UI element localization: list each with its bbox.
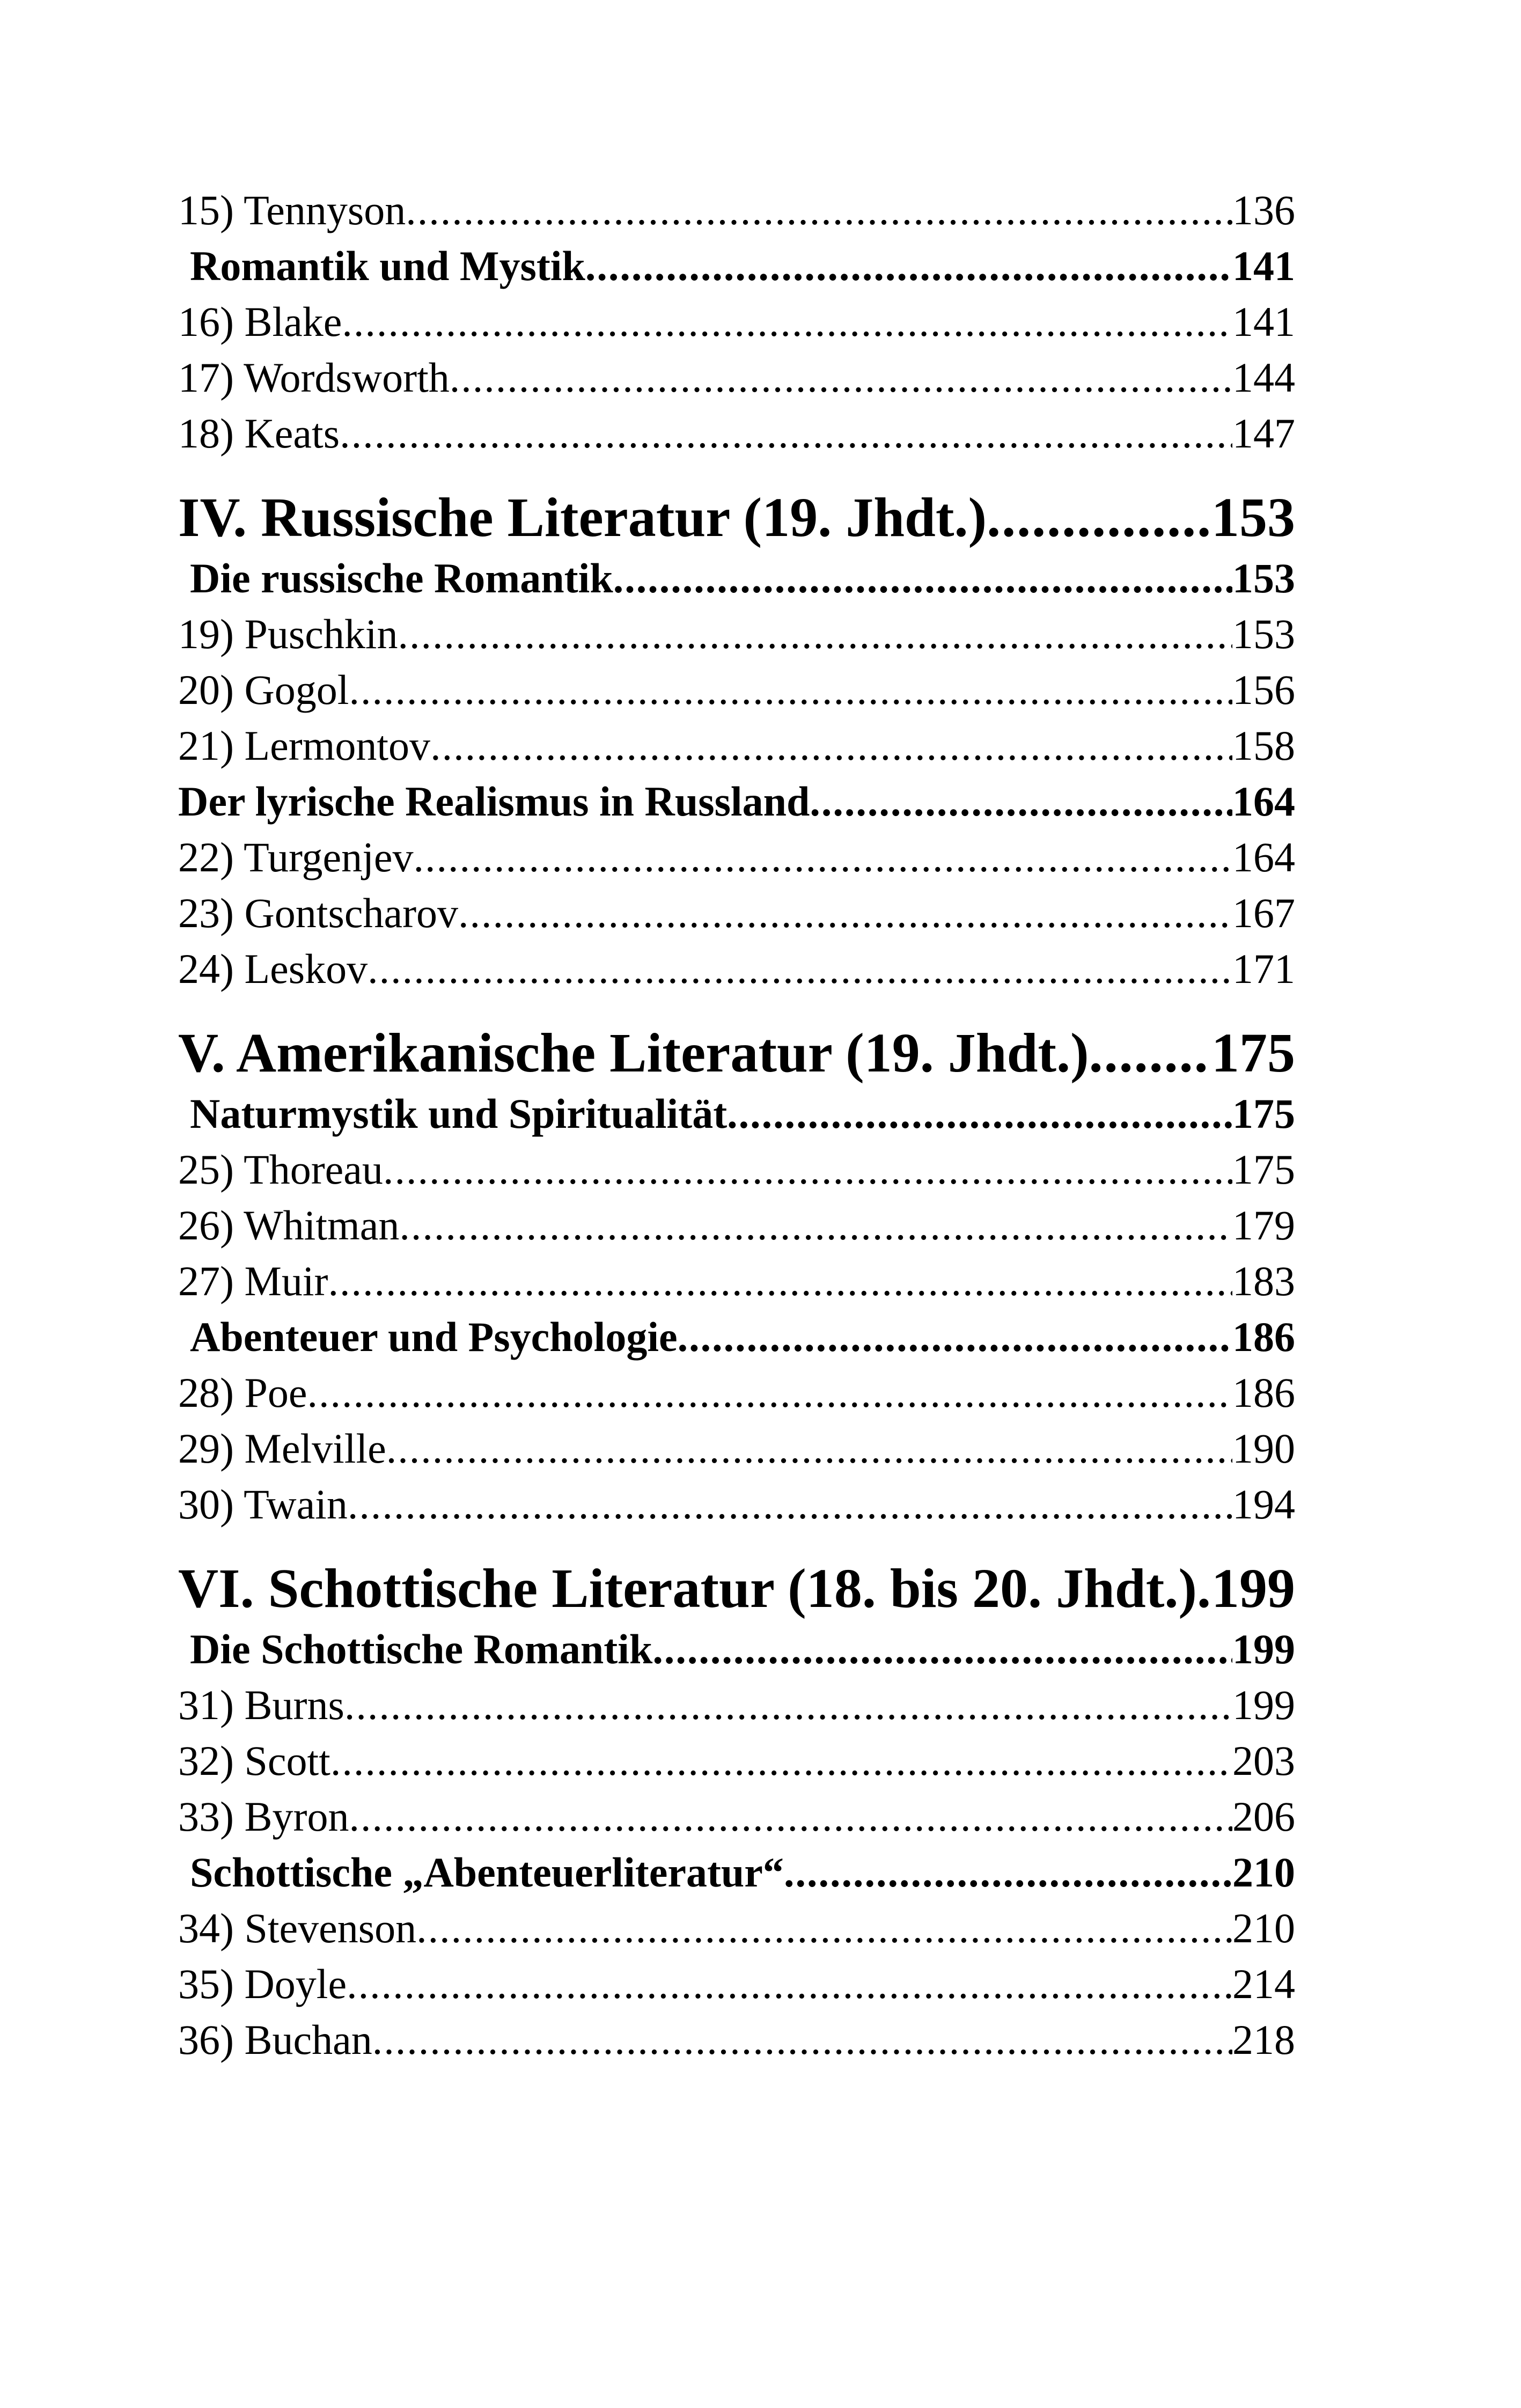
toc-entry-label: 30) Twain bbox=[178, 1481, 348, 1528]
toc-section-romantik-und-mystik[interactable] bbox=[178, 238, 1295, 294]
toc-chapter-label: VI. Schottische Literatur (18. bis 20. Jhdt.) bbox=[178, 1558, 1197, 1619]
dot-leader bbox=[430, 718, 1232, 774]
toc-entry-turgenjev[interactable] bbox=[178, 829, 1295, 885]
toc-entry-label: 33) Byron bbox=[178, 1793, 349, 1840]
toc-section-label: Romantik und Mystik bbox=[190, 243, 585, 289]
dot-leader bbox=[784, 1845, 1232, 1900]
toc-page-number: 164 bbox=[1232, 778, 1295, 825]
toc-entry-twain[interactable] bbox=[178, 1477, 1295, 1532]
dot-leader bbox=[349, 1789, 1232, 1845]
toc-chapter-label: IV. Russische Literatur (19. Jhdt.) bbox=[178, 487, 987, 548]
toc-page-number: 156 bbox=[1232, 666, 1295, 713]
dot-leader bbox=[342, 294, 1232, 350]
toc-entry-label: 29) Melville bbox=[178, 1425, 386, 1472]
dot-leader bbox=[344, 1677, 1232, 1733]
toc-section-der-lyrische-realismus[interactable] bbox=[178, 774, 1295, 829]
toc-section-label: Die Schottische Romantik bbox=[190, 1626, 653, 1672]
toc-page-number: 164 bbox=[1232, 834, 1295, 880]
toc-entry-doyle[interactable] bbox=[178, 1956, 1295, 2012]
dot-leader bbox=[613, 550, 1232, 606]
toc-page-number: 194 bbox=[1232, 1481, 1295, 1528]
toc-entry-melville[interactable] bbox=[178, 1421, 1295, 1477]
toc-entry-label: 22) Turgenjev bbox=[178, 834, 414, 880]
toc-section-naturmystik[interactable] bbox=[178, 1086, 1295, 1142]
toc-entry-label: 15) Tennyson bbox=[178, 187, 406, 233]
toc-page-number: 210 bbox=[1232, 1905, 1295, 1951]
toc-page-number: 171 bbox=[1232, 945, 1295, 992]
toc-page-number: 141 bbox=[1232, 298, 1295, 345]
toc-page-number: 144 bbox=[1232, 354, 1295, 401]
toc-section-die-russische-romantik[interactable] bbox=[178, 550, 1295, 606]
toc-entry-label: 24) Leskov bbox=[178, 945, 368, 992]
dot-leader bbox=[678, 1309, 1232, 1365]
dot-leader bbox=[386, 1421, 1232, 1477]
toc-entry-blake[interactable] bbox=[178, 294, 1295, 350]
toc-page-number: 153 bbox=[1232, 555, 1295, 601]
toc-entry-label: 26) Whitman bbox=[178, 1202, 400, 1249]
toc-page-number: 186 bbox=[1232, 1313, 1295, 1360]
toc-page-number: 153 bbox=[1211, 487, 1295, 548]
dot-leader bbox=[1197, 1556, 1211, 1621]
toc-entry-scott[interactable] bbox=[178, 1733, 1295, 1789]
toc-chapter-label: V. Amerikanische Literatur (19. Jhdt.) bbox=[178, 1022, 1089, 1084]
toc-entry-label: 17) Wordsworth bbox=[178, 354, 450, 401]
dot-leader bbox=[399, 1198, 1232, 1253]
dot-leader bbox=[585, 238, 1232, 294]
toc-entry-leskov[interactable] bbox=[178, 941, 1295, 997]
toc-section-abenteuer-und-psychologie[interactable] bbox=[178, 1309, 1295, 1365]
toc-entry-puschkin[interactable] bbox=[178, 606, 1295, 662]
toc-section-label: Schottische „Abenteuerliteratur“ bbox=[190, 1849, 784, 1896]
toc-section-label: Abenteuer und Psychologie bbox=[190, 1313, 678, 1360]
dot-leader bbox=[383, 1142, 1232, 1198]
toc-entry-label: 34) Stevenson bbox=[178, 1905, 417, 1951]
toc-section-schottische-abenteuerliteratur[interactable] bbox=[178, 1845, 1295, 1900]
toc-page-number: 153 bbox=[1232, 611, 1295, 657]
toc-section-label: Die russische Romantik bbox=[190, 555, 613, 601]
dot-leader bbox=[727, 1086, 1232, 1142]
toc-entry-keats[interactable] bbox=[178, 406, 1295, 461]
toc-entry-label: 23) Gontscharov bbox=[178, 890, 459, 936]
toc-page-number: 190 bbox=[1232, 1425, 1295, 1472]
toc-section-label: Der lyrische Realismus in Russland bbox=[178, 778, 810, 825]
toc-entry-label: 20) Gogol bbox=[178, 666, 349, 713]
toc-entry-buchan[interactable] bbox=[178, 2012, 1295, 2068]
dot-leader bbox=[458, 885, 1232, 941]
toc-page-number: 199 bbox=[1211, 1558, 1295, 1619]
toc-page-number: 183 bbox=[1232, 1258, 1295, 1304]
dot-leader bbox=[810, 774, 1232, 829]
dot-leader bbox=[340, 406, 1232, 461]
toc-entry-gogol[interactable] bbox=[178, 662, 1295, 718]
dot-leader bbox=[413, 829, 1232, 885]
toc-entry-lermontov[interactable] bbox=[178, 718, 1295, 774]
dot-leader bbox=[416, 1900, 1232, 1956]
toc-page-number: 199 bbox=[1232, 1626, 1295, 1672]
toc-entry-byron[interactable] bbox=[178, 1789, 1295, 1845]
toc-page-number: 199 bbox=[1232, 1682, 1295, 1728]
dot-leader bbox=[987, 485, 1211, 550]
toc-chapter-russische-literatur[interactable] bbox=[178, 485, 1295, 550]
dot-leader bbox=[330, 1733, 1232, 1789]
toc-entry-label: 16) Blake bbox=[178, 298, 342, 345]
dot-leader bbox=[372, 2012, 1232, 2068]
toc-entry-whitman[interactable] bbox=[178, 1198, 1295, 1253]
dot-leader bbox=[652, 1621, 1232, 1677]
toc-section-die-schottische-romantik[interactable] bbox=[178, 1621, 1295, 1677]
toc-page-number: 214 bbox=[1232, 1961, 1295, 2007]
toc-page-number: 141 bbox=[1232, 243, 1295, 289]
toc-entry-label: 21) Lermontov bbox=[178, 722, 431, 769]
toc-entry-label: 31) Burns bbox=[178, 1682, 344, 1728]
toc-entry-gontscharov[interactable] bbox=[178, 885, 1295, 941]
toc-page-number: 203 bbox=[1232, 1737, 1295, 1784]
dot-leader bbox=[348, 1477, 1232, 1532]
toc-entry-label: 25) Thoreau bbox=[178, 1146, 383, 1193]
dot-leader bbox=[347, 1956, 1232, 2012]
toc-page-number: 136 bbox=[1232, 187, 1295, 233]
toc-entry-muir[interactable] bbox=[178, 1253, 1295, 1309]
toc-page-number: 186 bbox=[1232, 1369, 1295, 1416]
toc-entry-stevenson[interactable] bbox=[178, 1900, 1295, 1956]
dot-leader bbox=[349, 662, 1232, 718]
toc-page-number: 175 bbox=[1232, 1146, 1295, 1193]
toc-entry-label: 36) Buchan bbox=[178, 2016, 372, 2063]
toc-page-number: 158 bbox=[1232, 722, 1295, 769]
toc-entry-wordsworth[interactable] bbox=[178, 350, 1295, 406]
table-of-contents bbox=[178, 182, 1295, 2068]
toc-chapter-schottische-literatur[interactable] bbox=[178, 1556, 1295, 1621]
toc-entry-label: 27) Muir bbox=[178, 1258, 328, 1304]
toc-entry-label: 35) Doyle bbox=[178, 1961, 347, 2007]
dot-leader bbox=[406, 182, 1232, 238]
dot-leader bbox=[450, 350, 1232, 406]
toc-page-number: 175 bbox=[1232, 1090, 1295, 1137]
toc-entry-tennyson[interactable] bbox=[178, 182, 1295, 238]
dot-leader bbox=[307, 1365, 1232, 1421]
toc-page-number: 147 bbox=[1232, 410, 1295, 457]
toc-page-number: 206 bbox=[1232, 1793, 1295, 1840]
dot-leader bbox=[328, 1253, 1232, 1309]
dot-leader bbox=[368, 941, 1232, 997]
toc-page-number: 179 bbox=[1232, 1202, 1295, 1249]
toc-entry-burns[interactable] bbox=[178, 1677, 1295, 1733]
toc-entry-label: 32) Scott bbox=[178, 1737, 330, 1784]
toc-chapter-amerikanische-literatur[interactable] bbox=[178, 1021, 1295, 1086]
toc-page-number: 167 bbox=[1232, 890, 1295, 936]
toc-entry-label: 19) Puschkin bbox=[178, 611, 398, 657]
dot-leader bbox=[398, 606, 1233, 662]
toc-entry-label: 28) Poe bbox=[178, 1369, 307, 1416]
toc-entry-poe[interactable] bbox=[178, 1365, 1295, 1421]
toc-section-label: Naturmystik und Spiritualität bbox=[190, 1090, 728, 1137]
dot-leader bbox=[1089, 1021, 1211, 1086]
toc-page-number: 218 bbox=[1232, 2016, 1295, 2063]
toc-entry-thoreau[interactable] bbox=[178, 1142, 1295, 1198]
toc-page-number: 210 bbox=[1232, 1849, 1295, 1896]
toc-entry-label: 18) Keats bbox=[178, 410, 340, 457]
toc-page-number: 175 bbox=[1211, 1022, 1295, 1084]
